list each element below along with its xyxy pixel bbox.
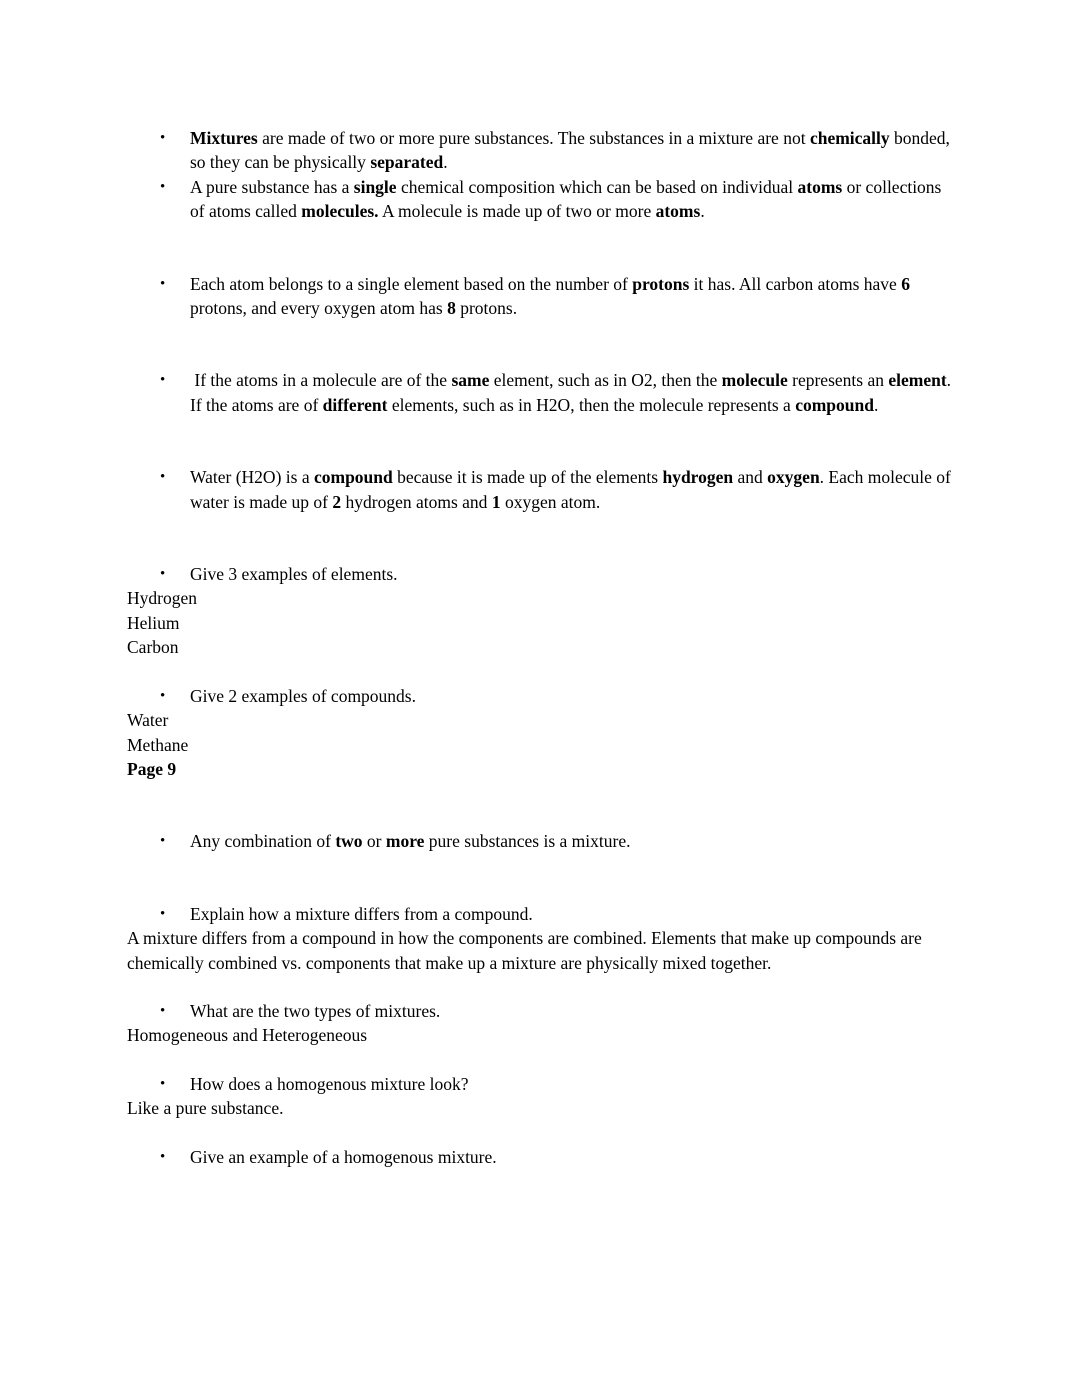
bullet-marker-icon: • — [160, 1002, 166, 1019]
plain-text: Each atom belongs to a single element based on the number of — [190, 273, 633, 294]
text-run — [190, 1147, 497, 1167]
text-run — [127, 759, 176, 779]
bold-text: 8 — [447, 298, 456, 319]
plain-text: What are the two types of mixtures. — [190, 1000, 441, 1021]
bold-text: atoms — [797, 176, 843, 197]
answer-line — [127, 611, 952, 635]
text-run — [190, 370, 955, 414]
text-run — [127, 1025, 367, 1045]
plain-text: chemical composition which can be based on individual — [396, 176, 798, 197]
plain-text: protons. — [455, 298, 518, 319]
plain-text: or collections of atoms called — [190, 176, 946, 222]
bullet-question-homogenous-example — [127, 1145, 952, 1169]
plain-text: because it is made up of the elements — [392, 467, 663, 488]
bold-text: more — [385, 831, 425, 852]
plain-text: Like a pure substance. — [127, 1098, 284, 1119]
plain-text: Water — [127, 710, 169, 731]
text-run — [190, 177, 946, 221]
text-run — [127, 735, 188, 755]
plain-text: and — [733, 467, 768, 488]
plain-text: If the atoms in a molecule are of the — [190, 370, 452, 391]
bold-text: same — [451, 370, 490, 391]
bold-text: different — [322, 394, 388, 415]
plain-text: Hydrogen — [127, 588, 197, 609]
plain-text: Methane — [127, 734, 189, 755]
plain-text: . — [443, 152, 448, 173]
bold-text: separated — [370, 152, 444, 173]
plain-text: Give 2 examples of compounds. — [190, 685, 416, 706]
bold-text: chemically — [809, 128, 890, 148]
text-run — [190, 1001, 440, 1021]
text-run — [190, 1074, 469, 1094]
bold-text: protons — [632, 273, 690, 294]
bullet-question-elements — [127, 562, 952, 586]
bullet-marker-icon: • — [160, 130, 166, 146]
bullet-marker-icon: • — [160, 275, 166, 292]
bold-text: 6 — [901, 273, 910, 294]
text-run — [127, 637, 179, 657]
plain-text: bonded, so they can be physically — [190, 128, 955, 173]
bold-text: Mixtures — [190, 128, 258, 148]
text-run — [127, 613, 180, 633]
plain-text: Any combination of — [190, 831, 336, 852]
bullet-water-compound — [127, 465, 956, 514]
plain-text: protons, and every oxygen atom has — [190, 273, 915, 319]
text-run — [190, 831, 630, 851]
bullet-marker-icon: • — [160, 687, 166, 704]
bullet-marker-icon: • — [160, 372, 166, 389]
bullet-pure-substance — [127, 175, 952, 224]
bullet-marker-icon: • — [160, 905, 166, 922]
bullet-marker-icon: • — [160, 1148, 166, 1165]
plain-text: Explain how a mixture differs from a compound. — [190, 903, 533, 924]
plain-text: Give an example of a homogenous mixture. — [190, 1146, 497, 1167]
text-run — [127, 588, 197, 608]
plain-text: How does a homogenous mixture look? — [190, 1073, 469, 1094]
bold-text: molecules. — [301, 201, 379, 222]
plain-text: . If the atoms are of — [190, 370, 956, 415]
answer-line — [127, 586, 952, 610]
bullet-question-mixture-vs-compound — [127, 902, 952, 926]
answer-line — [127, 1023, 952, 1047]
text-run — [190, 128, 954, 172]
text-run — [190, 904, 533, 924]
bullet-question-mixture-types — [127, 999, 952, 1023]
bullet-combination-mixture — [127, 829, 952, 853]
answer-line — [127, 635, 952, 659]
bold-text: atoms — [655, 201, 701, 222]
document-content — [127, 126, 956, 1169]
plain-text: . — [873, 394, 879, 415]
answer-line — [127, 1096, 952, 1120]
plain-text: A mixture differs from a compound in how the components are combined. Elements that make up compounds are chemically combined vs. components that make up a mixture are physically mixed together. — [127, 928, 927, 973]
text-run — [190, 686, 416, 706]
plain-text: Helium — [127, 612, 180, 633]
bold-text: element — [888, 370, 947, 391]
plain-text: it has. All carbon atoms have — [689, 273, 902, 294]
text-run — [190, 274, 914, 318]
plain-text: represents an — [787, 370, 889, 391]
bullet-atoms-element — [127, 272, 952, 321]
bullet-molecule-element-compound — [127, 368, 956, 417]
bullet-marker-icon: • — [160, 469, 166, 486]
bold-text: 1 — [491, 491, 501, 512]
text-run — [190, 467, 955, 511]
bullet-question-compounds — [127, 684, 952, 708]
bold-text: single — [353, 176, 397, 197]
plain-text: pure substances is a mixture. — [424, 831, 631, 852]
plain-text: Give 3 examples of elements. — [190, 564, 398, 585]
bold-text: compound — [313, 467, 393, 488]
bullet-marker-icon: • — [160, 1075, 166, 1092]
plain-text: element, such as in O2, then the — [489, 370, 722, 391]
plain-text: . Each molecule of water is made up of — [190, 467, 956, 512]
text-run — [127, 710, 168, 730]
page-label — [127, 757, 952, 781]
text-run — [127, 1098, 283, 1118]
bullet-marker-icon: • — [160, 833, 166, 850]
text-run — [190, 564, 398, 584]
text-run — [127, 928, 926, 972]
bold-text: molecule — [721, 370, 788, 391]
bold-text: oxygen — [767, 467, 820, 488]
bold-text: two — [335, 831, 363, 852]
plain-text: A molecule is made up of two or more — [378, 201, 656, 222]
plain-text: Homogeneous and Heterogeneous — [127, 1025, 368, 1046]
answer-paragraph — [127, 926, 952, 975]
bold-text: hydrogen — [662, 467, 734, 488]
bold-text: Page 9 — [127, 758, 177, 779]
bold-text: 2 — [332, 491, 342, 512]
plain-text: elements, such as in H2O, then the molecule represents a — [387, 394, 796, 415]
answer-line — [127, 708, 952, 732]
bullet-mixtures-definition — [127, 126, 955, 175]
plain-text: Carbon — [127, 637, 179, 658]
plain-text: . — [700, 201, 705, 222]
bullet-marker-icon: • — [160, 178, 166, 195]
bold-text: compound — [795, 394, 874, 415]
answer-line — [127, 733, 952, 757]
plain-text: or — [362, 831, 386, 852]
bullet-question-homogenous-look — [127, 1072, 952, 1096]
plain-text: hydrogen atoms and — [341, 491, 492, 512]
plain-text: Water (H2O) is a — [190, 467, 314, 488]
plain-text: are made of two or more pure substances. The substances in a mixture are not — [257, 128, 810, 148]
bullet-marker-icon: • — [160, 566, 166, 583]
plain-text: A pure substance has a — [190, 176, 354, 197]
plain-text: oxygen atom. — [500, 491, 601, 512]
